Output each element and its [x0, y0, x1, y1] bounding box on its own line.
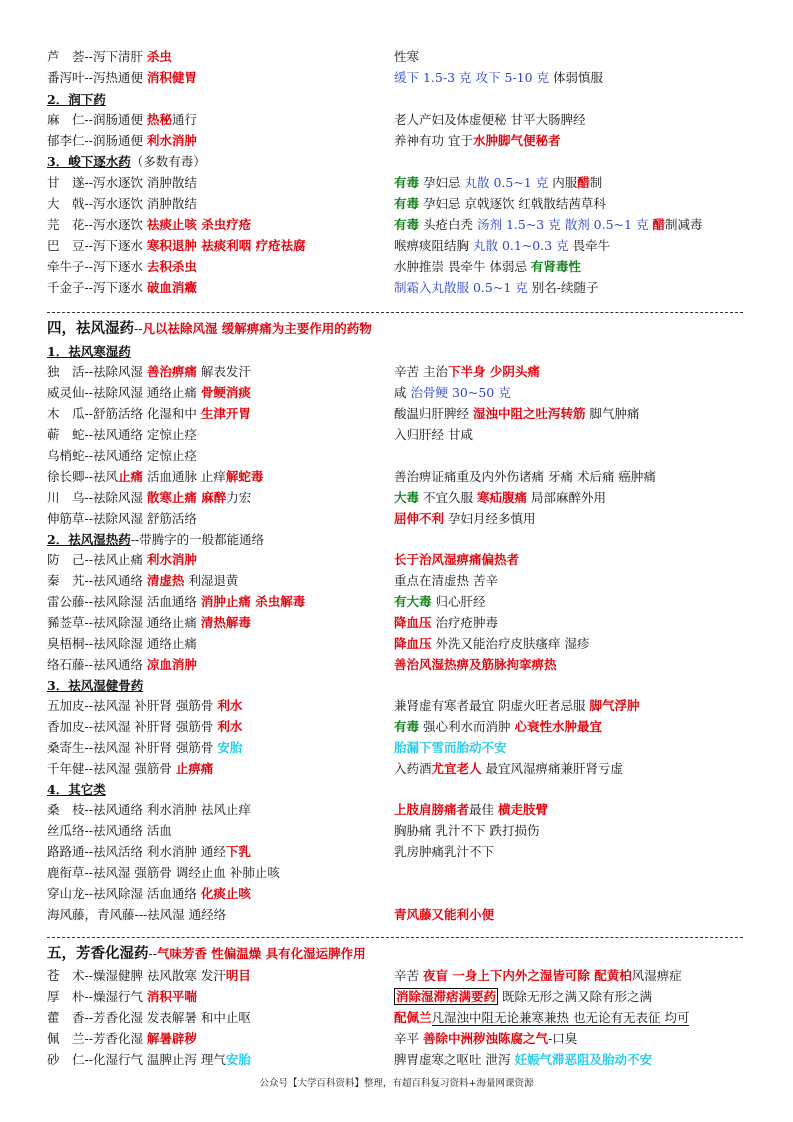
- row-gansui-left: [47, 175, 197, 193]
- text-segment: 制减毒: [664, 217, 703, 232]
- text-segment: 木 瓜--舒筋活络 化湿和中: [47, 406, 201, 421]
- text-segment: 孕妇忌: [419, 175, 465, 190]
- text-segment: 消除湿滞痞满要药: [396, 989, 497, 1004]
- text-segment: 骨鲠消痰: [200, 385, 251, 400]
- text-segment: 路路通--祛风活络 利水消肿 通经: [47, 844, 226, 859]
- text-segment: 安胎: [217, 740, 243, 755]
- text-segment: 制: [589, 175, 603, 190]
- row-yuliren-left: [47, 133, 197, 151]
- row-xiangjiapi-left: [47, 719, 242, 737]
- text-segment: 夜盲 一身上下内外之湿皆可除 配黄柏: [422, 968, 632, 983]
- text-segment: 牵牛子--泻下逐水: [47, 259, 147, 274]
- text-segment: 治疗疮肿毒: [431, 615, 498, 630]
- row-sigualuo-left: [47, 823, 172, 841]
- text-segment: 破血消癥: [146, 280, 197, 295]
- text-segment: 入药酒: [394, 761, 432, 776]
- row-chuanshanlong-left: [47, 886, 251, 904]
- heading-junxia-left: [47, 154, 206, 172]
- text-segment: 麻 仁--润肠通便: [47, 112, 147, 127]
- row-maren-right: [394, 112, 585, 130]
- text-segment: 外洗又能治疗皮肤瘙痒 湿疹: [431, 636, 590, 651]
- row-yuanhua-left: [47, 217, 251, 235]
- row-xiangjiapi-right: [394, 719, 602, 737]
- row-wujiapi-left: [47, 698, 242, 716]
- text-segment: 凡湿浊中阻无论兼寒兼热 也无论有无表征 均可: [431, 1010, 690, 1025]
- text-segment: 治骨鲠 30~50 克: [410, 385, 511, 400]
- row-xuchangqing-left: [47, 469, 263, 487]
- text-segment: 辛平: [394, 1031, 423, 1046]
- section-divider: [47, 312, 743, 313]
- text-segment: 降血压: [394, 636, 432, 651]
- text-segment: 千年健--祛风湿 强筋骨: [47, 761, 176, 776]
- row-peilan-right: [394, 1031, 577, 1049]
- row-chouwutong-right: [394, 636, 589, 654]
- text-segment: 别名-续随子: [527, 280, 599, 295]
- text-segment: 消积平喘: [146, 989, 197, 1004]
- text-segment: 祛痰止咳 杀虫疗疮: [146, 217, 252, 232]
- text-segment: 郁李仁--润肠通便: [47, 133, 147, 148]
- text-segment: --: [134, 321, 143, 336]
- text-segment: 凉血消肿: [146, 657, 197, 672]
- page-footer: 公众号【大学百科资料】整理，有超百科复习资料+海量网课资源: [259, 1078, 534, 1089]
- text-segment: 清虚热: [146, 573, 185, 588]
- row-daji-left: [47, 196, 197, 214]
- text-segment: 丝瓜络--祛风通络 活血: [47, 823, 172, 838]
- row-shenjincao-left: [47, 511, 197, 529]
- text-segment: 络石藤--祛风通络: [47, 657, 147, 672]
- text-segment: 水肿推崇 畏牵牛 体弱忌: [394, 259, 531, 274]
- text-segment: -口臭: [548, 1031, 578, 1046]
- text-segment: 雷公藤--祛风除湿 活血通络: [47, 594, 201, 609]
- text-segment: 兼肾虚有寒者最宜 阴虚火旺者忌服: [394, 698, 590, 713]
- row-qiannianjian-left: [47, 761, 213, 779]
- text-segment: 既除无形之满又除有形之满: [498, 989, 652, 1004]
- text-segment: 利水: [217, 698, 243, 713]
- text-segment: 佩 兰--芳香化湿: [47, 1031, 147, 1046]
- row-mugua-right: [394, 406, 639, 424]
- text-segment: 善除中洲秽浊陈腐之气: [422, 1031, 548, 1046]
- text-segment: 头疮白秃: [419, 217, 477, 232]
- row-peilan-left: [47, 1031, 197, 1049]
- row-qiannianjian-right: [394, 761, 623, 779]
- row-sharen-left: [47, 1052, 251, 1070]
- text-segment: 威灵仙--祛除风湿 通络止痛: [47, 385, 201, 400]
- text-segment: 穿山龙--祛风除湿 活血通络: [47, 886, 201, 901]
- text-segment: 内服: [548, 175, 578, 190]
- row-qianjinzi-right: [394, 280, 598, 298]
- text-segment: 利湿退黄: [184, 573, 239, 588]
- row-gansui-right: [394, 175, 602, 193]
- text-segment: 寒积退肿 祛痰利咽 疗疮祛腐: [146, 238, 306, 253]
- row-chouwutong-left: [47, 636, 197, 654]
- text-segment: 强心利水而消肿: [419, 719, 515, 734]
- text-segment: 止痹痛: [175, 761, 214, 776]
- text-segment: 大 戟--泻水逐饮 消肿散结: [47, 196, 197, 211]
- text-segment: 凡以祛除风湿 缓解痹痛为主要作用的药物: [142, 321, 372, 336]
- text-segment: 徐长卿--祛风: [47, 469, 118, 484]
- text-segment: 2．祛风湿热药: [47, 532, 131, 547]
- text-segment: 川 乌--祛除风湿: [47, 490, 147, 505]
- text-segment: 杀虫: [146, 49, 172, 64]
- text-segment: 鹿衔草--祛风湿 强筋骨 调经止血 补肺止咳: [47, 865, 280, 880]
- text-segment: 利水: [217, 719, 243, 734]
- row-cangzhu-right: [394, 968, 682, 986]
- text-segment: 降血压: [394, 615, 432, 630]
- text-segment: 有毒: [394, 217, 420, 232]
- text-segment: 水肿脚气便秘者: [472, 133, 561, 148]
- text-segment: 畏牵牛: [568, 238, 611, 253]
- row-haifengteng-left: [47, 907, 226, 925]
- text-segment: 防 己--祛风止痛: [47, 552, 147, 567]
- text-segment: 香加皮--祛风湿 补肝肾 强筋骨: [47, 719, 218, 734]
- row-cangzhu-left: [47, 968, 251, 986]
- row-sangjisheng-right: [394, 740, 507, 758]
- text-segment: 厚 朴--燥湿行气: [47, 989, 147, 1004]
- text-segment: 安胎: [225, 1052, 251, 1067]
- text-segment: 脾胃虚寒之呕吐 泄泻: [394, 1052, 515, 1067]
- text-segment: 止痛: [117, 469, 143, 484]
- text-segment: 配佩兰: [394, 1010, 432, 1025]
- text-segment: 心衰性水肿最宜: [514, 719, 602, 734]
- text-segment: 尤宜老人: [431, 761, 482, 776]
- row-fangji-right: [394, 552, 519, 570]
- text-segment: 桑寄生--祛风湿 补肝肾 强筋骨: [47, 740, 218, 755]
- text-segment: 不宜久服: [419, 490, 477, 505]
- text-segment: 下乳: [225, 844, 251, 859]
- text-segment: 孕妇月经多慎用: [444, 511, 536, 526]
- text-segment: 有毒: [394, 719, 420, 734]
- row-qishe-left: [47, 427, 197, 445]
- text-segment: 缓下 1.5-3 克 攻下 5-10 克: [394, 70, 550, 85]
- text-segment: 辛苦 主治: [394, 364, 448, 379]
- row-lulutong-left: [47, 844, 251, 862]
- row-fanxieye-right: [394, 70, 603, 88]
- text-segment: 脚气肿痛: [585, 406, 640, 421]
- text-segment: 解暑辟秽: [146, 1031, 197, 1046]
- text-segment: 散寒止痛 麻醉: [146, 490, 227, 505]
- text-segment: 芦 荟--泻下清肝: [47, 49, 147, 64]
- row-luoshiteng-right: [394, 657, 557, 675]
- row-wushaoshe-left: [47, 448, 197, 466]
- row-yuanhua-right: [394, 217, 702, 235]
- text-segment: 长于治风湿痹痛偏热者: [394, 552, 520, 567]
- text-segment: 善治痹证痛重及内外伤诸痛 牙痛 术后痛 癌肿痛: [394, 469, 656, 484]
- text-segment: 善治风湿热痹及筋脉拘挛痹热: [394, 657, 557, 672]
- row-qinjiao-left: [47, 573, 238, 591]
- text-segment: 汤剂 1.5~3 克 散剂 0.5~1 克: [476, 217, 649, 232]
- text-segment: 甘 遂--泻水逐饮 消肿散结: [47, 175, 197, 190]
- row-xixiancao-left: [47, 615, 251, 633]
- text-segment: 醋: [652, 217, 665, 232]
- text-segment: 有毒: [394, 175, 420, 190]
- text-segment: 海风藤，青风藤---祛风湿 通经络: [47, 907, 227, 922]
- text-segment: 养神有功 宜于: [394, 133, 473, 148]
- text-segment: 咸: [394, 385, 411, 400]
- text-segment: 最宜风湿痹痛兼肝肾亏虚: [481, 761, 624, 776]
- text-segment: 1．祛风寒湿药: [47, 344, 131, 359]
- text-segment: 大毒: [394, 490, 420, 505]
- text-segment: 寒疝腹痛: [476, 490, 527, 505]
- text-segment: 入归肝经 甘咸: [394, 427, 473, 442]
- text-segment: 豨莶草--祛风除湿 通络止痛: [47, 615, 201, 630]
- text-segment: 性寒: [394, 49, 420, 64]
- text-segment: 力宏: [226, 490, 252, 505]
- text-segment: （多数有毒）: [130, 154, 206, 169]
- text-segment: 热秘: [146, 112, 172, 127]
- text-segment: 喉痹痰阻结胸: [394, 238, 473, 253]
- row-sharen-right: [394, 1052, 652, 1070]
- text-segment: --: [148, 946, 157, 961]
- text-segment: 乌梢蛇--祛风通络 定惊止痉: [47, 448, 197, 463]
- text-segment: 辛苦: [394, 968, 423, 983]
- text-segment: 乳房肿痛乳汁不下: [394, 844, 495, 859]
- row-qinjiao-right: [394, 573, 498, 591]
- text-segment: 重点在清虚热 苦辛: [394, 573, 498, 588]
- text-segment: 胎漏下雪而胎动不安: [394, 740, 507, 755]
- text-segment: 胸胁痛 乳汁不下 跌打损伤: [394, 823, 540, 838]
- row-sangjisheng-left: [47, 740, 242, 758]
- text-segment: 3．峻下逐水药: [47, 154, 131, 169]
- row-lulutong-right: [394, 844, 494, 862]
- row-leigongteng-right: [394, 594, 486, 612]
- row-chuanwu-right: [394, 490, 606, 508]
- text-segment: 独 活--祛除风湿: [47, 364, 147, 379]
- text-segment: 下半身 少阴头痛: [447, 364, 540, 379]
- text-segment: 体弱慎服: [549, 70, 603, 85]
- row-badou-left: [47, 238, 306, 256]
- text-segment: 秦 艽--祛风通络: [47, 573, 147, 588]
- heading-runxia-left: [47, 92, 106, 110]
- text-segment: 清热解毒: [200, 615, 251, 630]
- text-segment: 丸散 0.1~0.3 克: [472, 238, 569, 253]
- row-duhuo-right: [394, 364, 540, 382]
- text-segment: 解蛇毒: [225, 469, 264, 484]
- text-segment: 酸温归肝脾经: [394, 406, 473, 421]
- row-xixiancao-right: [394, 615, 498, 633]
- row-xuchangqing-right: [394, 469, 656, 487]
- text-segment: 藿 香--芳香化湿 发表解暑 和中止呕: [47, 1010, 251, 1025]
- text-segment: 风湿痹症: [631, 968, 682, 983]
- row-duhuo-left: [47, 364, 251, 382]
- text-segment: 局部麻醉外用: [526, 490, 606, 505]
- row-maren-left: [47, 112, 197, 130]
- row-fangji-left: [47, 552, 197, 570]
- text-segment: 丸散 0.5~1 克: [464, 175, 549, 190]
- text-segment: 消积健胃: [146, 70, 197, 85]
- heading-fengshire-left: [47, 532, 264, 550]
- heading-qita-left: [47, 782, 106, 800]
- text-segment: 四，祛风湿药: [47, 320, 134, 337]
- text-segment: 善治痹痛: [146, 364, 197, 379]
- text-segment: 制霜入丸散服 0.5~1 克: [394, 280, 528, 295]
- row-sigualuo-right: [394, 823, 539, 841]
- text-segment: 砂 仁--化湿行气 温脾止泻 理气: [47, 1052, 226, 1067]
- text-segment: 生津开胃: [200, 406, 251, 421]
- text-segment: 有肾毒性: [530, 259, 581, 274]
- text-segment: 千金子--泻下逐水: [47, 280, 147, 295]
- text-segment: 五，芳香化湿药: [47, 945, 149, 962]
- row-daji-right: [394, 196, 606, 214]
- text-segment: 4．其它类: [47, 782, 106, 797]
- text-segment: 青风藤又能利小便: [394, 907, 495, 922]
- heading-fangxiang-left: [47, 946, 366, 964]
- row-luxiancao-left: [47, 865, 280, 883]
- text-segment: 老人产妇及体虚便秘 甘平大肠脾经: [394, 112, 586, 127]
- row-huoxiang-right: [394, 1010, 689, 1028]
- row-qianjinzi-left: [47, 280, 197, 298]
- row-luhui-right: [394, 49, 419, 67]
- text-segment: 巴 豆--泻下逐水: [47, 238, 147, 253]
- row-chuanwu-left: [47, 490, 251, 508]
- text-segment: 横走肢臂: [498, 802, 549, 817]
- row-fanxieye-left: [47, 70, 197, 88]
- text-segment: 利水消肿: [146, 133, 197, 148]
- text-segment: 气味芳香 性偏温燥 具有化湿运脾作用: [156, 946, 366, 961]
- text-segment: 利水消肿: [146, 552, 197, 567]
- text-segment: 去积杀虫: [146, 259, 197, 274]
- row-luoshiteng-left: [47, 657, 197, 675]
- row-yuliren-right: [394, 133, 561, 151]
- row-weilingxian-right: [394, 385, 511, 403]
- text-segment: 有毒: [394, 196, 420, 211]
- text-segment: 有大毒: [394, 594, 432, 609]
- text-segment: 化痰止咳: [200, 886, 251, 901]
- text-segment: 脚气浮肿: [589, 698, 640, 713]
- text-segment: 桑 枝--祛风通络 利水消肿 祛风止痒: [47, 802, 251, 817]
- row-weilingxian-left: [47, 385, 251, 403]
- row-badou-right: [394, 238, 610, 256]
- row-luhui-left: [47, 49, 172, 67]
- section-divider: [47, 937, 743, 938]
- row-sangzhi-right: [394, 802, 548, 820]
- text-segment: 活血通脉 止痒: [142, 469, 226, 484]
- text-segment: 孕妇忌 京戟逐饮 红戟散结茜草科: [419, 196, 606, 211]
- text-segment: 屈伸不利: [394, 511, 445, 526]
- text-segment: 解表发汗: [196, 364, 251, 379]
- text-segment: 3．祛风湿健骨药: [47, 678, 144, 693]
- text-segment: 伸筋草--祛除风湿 舒筋活络: [47, 511, 197, 526]
- row-qishe-right: [394, 427, 473, 445]
- heading-fenghan-left: [47, 344, 131, 362]
- text-segment: 上肢肩膀痛者: [394, 802, 470, 817]
- text-segment: 最佳: [469, 802, 498, 817]
- text-segment: 消肿止痛 杀虫解毒: [200, 594, 306, 609]
- row-mugua-left: [47, 406, 251, 424]
- row-wujiapi-right: [394, 698, 639, 716]
- heading-qufengshi-left: [47, 321, 372, 339]
- row-sangzhi-left: [47, 802, 251, 820]
- row-houpo-left: [47, 989, 197, 1007]
- text-segment: 芫 花--泻水逐饮: [47, 217, 147, 232]
- text-segment: 2．润下药: [47, 92, 106, 107]
- text-segment: 蕲 蛇--祛风通络 定惊止痉: [47, 427, 197, 442]
- row-qianniuzi-left: [47, 259, 197, 277]
- text-segment: 醋: [577, 175, 590, 190]
- row-huoxiang-left: [47, 1010, 251, 1028]
- row-leigongteng-left: [47, 594, 305, 612]
- text-segment: 通行: [171, 112, 197, 127]
- text-segment: 归心肝经: [431, 594, 486, 609]
- row-haifengteng-right: [394, 907, 494, 925]
- text-segment: 臭梧桐--祛风除湿 通络止痛: [47, 636, 197, 651]
- row-shenjincao-right: [394, 511, 536, 529]
- row-houpo-right: [394, 989, 652, 1007]
- text-segment: 明目: [225, 968, 251, 983]
- text-segment: 妊娠气滞恶阻及胎动不安: [514, 1052, 652, 1067]
- text-segment: 番泻叶--泻热通便: [47, 70, 147, 85]
- text-segment: --带腾字的一般都能通络: [130, 532, 265, 547]
- heading-qiangjin-left: [47, 678, 143, 696]
- row-qianniuzi-right: [394, 259, 581, 277]
- text-segment: 五加皮--祛风湿 补肝肾 强筋骨: [47, 698, 218, 713]
- text-segment: 苍 术--燥湿健脾 祛风散寒 发汗: [47, 968, 226, 983]
- text-segment: 湿浊中阻之吐泻转筋: [472, 406, 586, 421]
